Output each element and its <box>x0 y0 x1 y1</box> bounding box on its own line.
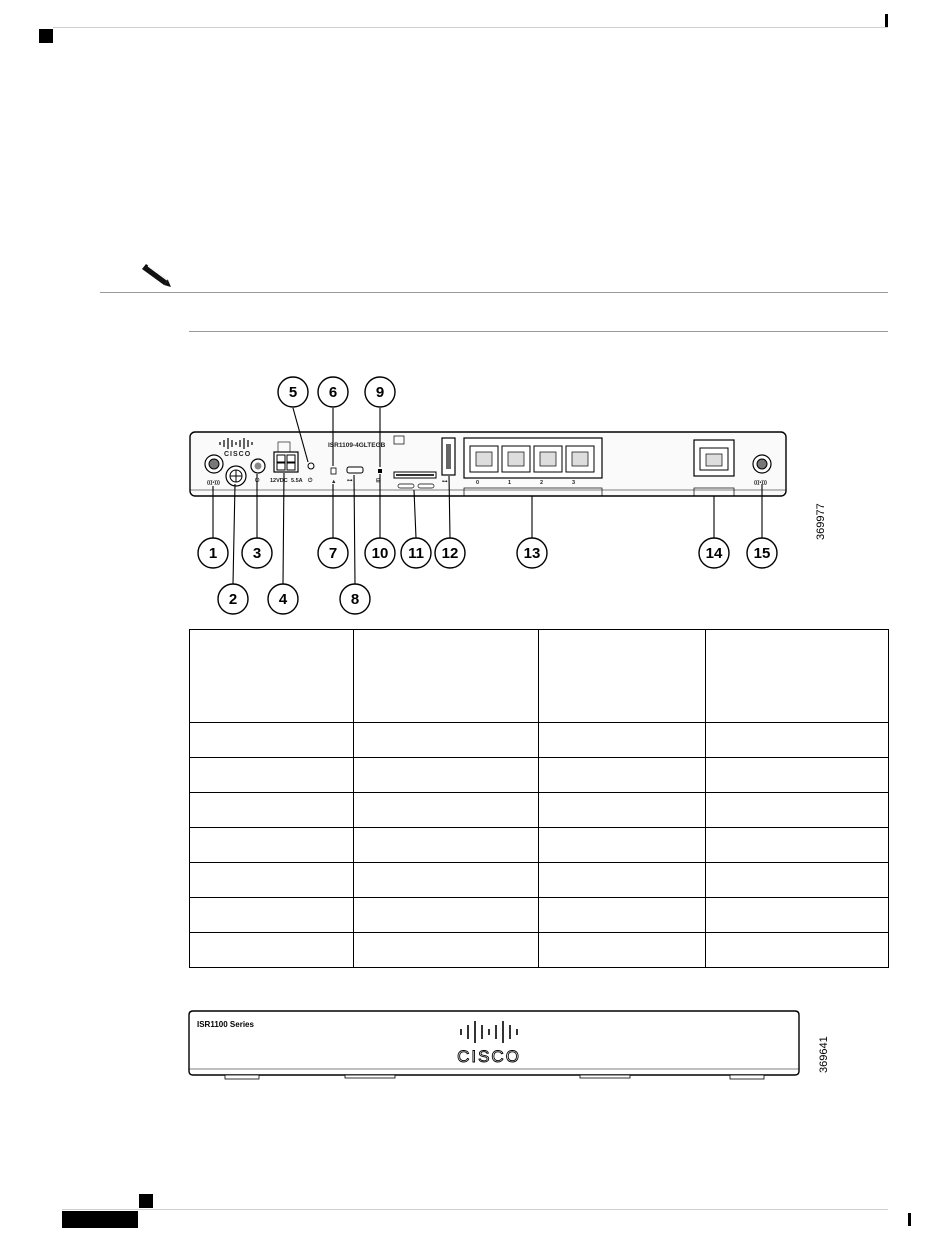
spec-table <box>189 629 889 968</box>
svg-text:2: 2 <box>228 591 238 608</box>
table-row <box>190 898 889 933</box>
svg-text:12: 12 <box>441 545 459 562</box>
svg-text:8: 8 <box>350 591 360 608</box>
svg-text:11: 11 <box>408 545 424 562</box>
port-label-3: 3 <box>572 480 576 486</box>
svg-text:5: 5 <box>288 384 298 401</box>
table-row <box>190 758 889 793</box>
series-label: ISR1100 Series <box>197 1020 254 1029</box>
svg-text:⊶: ⊶ <box>442 479 448 485</box>
note-top-rule <box>100 292 888 293</box>
footer-right-tick <box>908 1213 911 1226</box>
svg-text:13: 13 <box>523 545 541 562</box>
svg-text:6: 6 <box>328 384 338 401</box>
footer-rule <box>62 1209 888 1210</box>
antenna-left-icon: (((•))) <box>207 480 220 486</box>
svg-text:4: 4 <box>278 591 288 608</box>
svg-text:10: 10 <box>371 545 389 562</box>
brand-label: CISCO <box>457 1047 521 1066</box>
router-front-panel-figure <box>185 1005 845 1085</box>
table-row <box>190 933 889 968</box>
header-rule <box>53 27 888 28</box>
top-left-marker <box>39 29 53 43</box>
table-row <box>190 723 889 758</box>
svg-text:CISCO: CISCO <box>224 451 252 458</box>
table-row <box>190 828 889 863</box>
port-label-2: 2 <box>540 480 544 486</box>
table-header-row <box>190 630 889 723</box>
port-label-1: 1 <box>508 480 512 486</box>
note-pencil-icon <box>140 260 176 288</box>
router-rear-panel-figure <box>150 370 840 620</box>
svg-text:15: 15 <box>753 545 771 562</box>
voltage-label: 12VDC <box>270 478 288 484</box>
top-right-tick <box>885 14 888 28</box>
figure-number-top: 369977 <box>815 503 827 540</box>
svg-text:⏻: ⏻ <box>308 478 313 484</box>
svg-text:⊶: ⊶ <box>347 478 353 484</box>
svg-text:⊟: ⊟ <box>376 478 381 484</box>
svg-text:▲: ▲ <box>331 479 337 485</box>
figure-number-bottom: 369641 <box>818 1036 830 1073</box>
svg-text:7: 7 <box>328 545 338 562</box>
note-bottom-rule <box>189 331 888 332</box>
footer-marker <box>139 1194 153 1208</box>
antenna-right-icon: (((•))) <box>754 480 767 486</box>
model-label: ISR1109-4GLTEGB <box>328 442 386 449</box>
table-row <box>190 793 889 828</box>
power-icon: ⏻ <box>255 478 260 484</box>
footer-bar <box>62 1211 138 1228</box>
svg-text:14: 14 <box>705 545 723 562</box>
svg-text:9: 9 <box>375 384 385 401</box>
svg-text:3: 3 <box>252 545 262 562</box>
port-label-0: 0 <box>476 480 480 486</box>
svg-text:1: 1 <box>208 545 218 562</box>
table-row <box>190 863 889 898</box>
current-label: 5.5A <box>291 478 303 484</box>
